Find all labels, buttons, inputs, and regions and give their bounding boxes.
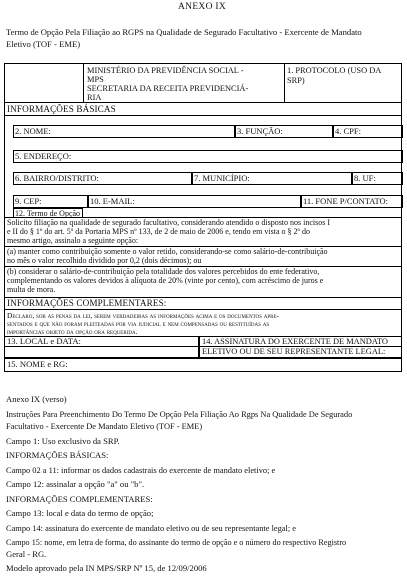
place-date-field[interactable]: 13. LOCAL e DATA: bbox=[4, 336, 199, 358]
instruction-field15-line2: Geral - RG. bbox=[6, 549, 47, 559]
option-request-line2: e II do § 1º do art. 5º da Portaria MPS nº 133, de 2 de maio de 2006 e, tendo em vista o § 2º do bbox=[7, 227, 310, 236]
info-basic-title: INFORMAÇÕES BÁSICAS bbox=[7, 104, 116, 114]
field-state[interactable]: 8. UF: bbox=[352, 172, 403, 185]
instruction-field1: Campo 1: Uso exclusivo da SRP. bbox=[6, 436, 120, 446]
instructions-basic-heading: INFORMAÇÕES BÁSICAS: bbox=[6, 450, 109, 460]
option-a-line1[interactable]: (a) manter como contribuição somente o valor retido, considerando-se como salário-de-contribuição bbox=[7, 247, 328, 256]
info-complementary-title: INFORMAÇÕES COMPLEMENTARES: bbox=[7, 298, 167, 308]
annex-title: ANEXO IX bbox=[178, 2, 227, 12]
option-request-line1: Solicito filiação na qualidade de segurado facultativo, considerando atendido o disposto nos incisos I bbox=[7, 218, 331, 227]
field-address[interactable]: 5. ENDEREÇO: bbox=[13, 150, 403, 163]
option-request-line3: mesmo artigo, assinalo a seguinte opção: bbox=[7, 236, 139, 245]
field-district[interactable]: 6. BAIRRO/DISTRITO: bbox=[13, 172, 192, 185]
field-email[interactable]: 10. E-MAIL: bbox=[88, 195, 301, 208]
signature-field[interactable]: 14. ASSINATURA DO EXERCENTE DE MANDATO ELETIVO OU DE SEU REPRESENTANTE LEGAL: bbox=[199, 336, 402, 358]
option-b-line1[interactable]: (b) considerar o salário-de-contribuição pela totalidade dos valores percebidos do ente federativo, bbox=[7, 267, 320, 276]
protocol-line1: 1. PROTOCOLO (USO DA bbox=[287, 66, 382, 75]
ministry-line1: MINISTÉRIO DA PREVIDÊNCIA SOCIAL - bbox=[87, 66, 244, 75]
option-b-line2[interactable]: complementando os valores devidos à alíquota de 20% (vinte por cento), com acréscimo de juros e bbox=[7, 276, 324, 285]
protocol-line2: SRP) bbox=[287, 76, 305, 85]
field-cpf[interactable]: 4. CPF: bbox=[333, 125, 403, 138]
option-term-label-box: 12. Termo de Opção bbox=[13, 208, 83, 218]
field-function[interactable]: 3. FUNÇÃO: bbox=[235, 125, 333, 138]
approval-note: Modelo aprovado pela IN MPS/SRP Nº 15, de 12/09/2006 bbox=[6, 563, 207, 573]
secretariat-line1: SECRETARIA DA RECEITA PREVIDENCIÁ- bbox=[87, 84, 249, 93]
field-name[interactable]: 2. NOME: bbox=[13, 125, 235, 138]
field-phone[interactable]: 11. FONE P/CONTATO: bbox=[301, 195, 403, 208]
field-cep[interactable]: 9. CEP: bbox=[13, 195, 88, 208]
form-title-line2: Eletivo (TOF - EME) bbox=[6, 39, 81, 49]
instructions-title-line1: Instruções Para Preenchimento Do Termo De Opção Pela Filiação Ao Rgps Na Qualidade De Segurado bbox=[6, 410, 353, 419]
instructions-title-line2: Facultativo - Exercente De Mandato Eletivo (TOF - EME) bbox=[6, 422, 203, 431]
declaration-line1: Declaro, sob as penas da lei, serem verdadeiras as informações acima e os documentos apre- bbox=[7, 311, 280, 320]
field-city[interactable]: 7. MUNICÍPIO: bbox=[192, 172, 352, 185]
name-rg-field[interactable]: 15. NOME e RG: bbox=[4, 358, 402, 372]
instruction-field14: Campo 14: assinatura do exercente de mandato eletivo ou de seu representante legal; e bbox=[6, 524, 296, 533]
option-a-line2[interactable]: no mês o valor recolhido dividido por 0,2 (dois décimos); ou bbox=[7, 256, 202, 265]
verso-title: Anexo IX (verso) bbox=[6, 394, 67, 404]
instructions-complementary-heading: INFORMAÇÕES COMPLEMENTARES: bbox=[6, 494, 153, 504]
instruction-field2-11: Campo 02 a 11: informar os dados cadastrais do exercente de mandato eletivo; e bbox=[6, 466, 276, 475]
instruction-field12: Campo 12: assinalar a opção "a" ou "b". bbox=[6, 479, 145, 489]
option-b-line3[interactable]: multa de mora. bbox=[7, 285, 56, 294]
declaration-line2: sentados e que não foram pleiteadas por via judicial e nem compensadas ou restituídas as bbox=[7, 319, 270, 328]
option-form bbox=[4, 63, 402, 347]
instruction-field15-line1: Campo 15: nome, em letra de forma, do assinante do termo de opção e o número do respectivo Registro bbox=[6, 538, 347, 547]
secretariat-line2: RIA bbox=[87, 93, 102, 102]
ministry-line2: MPS bbox=[87, 75, 104, 84]
declaration-line3: importâncias objeto da opção ora requerida. bbox=[7, 327, 138, 336]
form-title-line1: Termo de Opção Pela Filiação ao RGPS na Qualidade de Segurado Facultativo - Exercente de Mandato bbox=[6, 27, 362, 37]
instruction-field13: Campo 13: local e data do termo de opção; bbox=[6, 508, 154, 518]
